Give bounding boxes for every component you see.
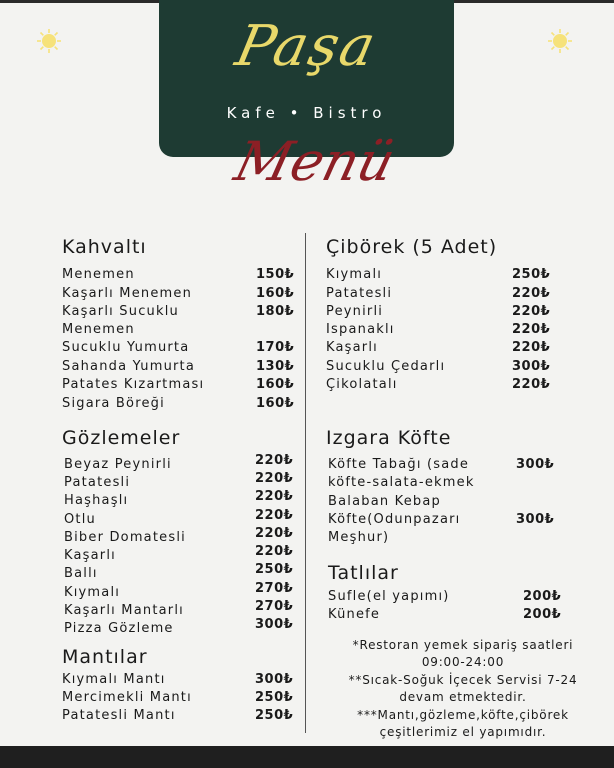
item-price: 250₺ bbox=[255, 562, 294, 577]
list-item: Sucuklu Çedarlı bbox=[326, 359, 446, 374]
list-item: Çikolatalı bbox=[326, 377, 398, 392]
section-title-gozlemeler: Gözlemeler bbox=[62, 427, 181, 449]
item-price: 170₺ bbox=[256, 340, 295, 355]
list-item: Sucuklu Yumurta bbox=[62, 340, 190, 355]
list-item: Kaşarlı Menemen bbox=[62, 286, 193, 301]
item-price: 160₺ bbox=[256, 286, 295, 301]
note-order-hours bbox=[322, 637, 604, 671]
list-item: Köfte Tabağı (sade bbox=[328, 457, 470, 472]
sun-icon-left bbox=[37, 29, 61, 53]
note-handmade bbox=[322, 707, 604, 741]
list-item: Patates Kızartması bbox=[62, 377, 205, 392]
item-price: 250₺ bbox=[255, 690, 294, 705]
list-item: köfte-salata-ekmek bbox=[328, 475, 475, 490]
item-price: 200₺ bbox=[523, 589, 562, 604]
list-item: Ballı bbox=[64, 566, 98, 581]
list-item: Patatesli bbox=[326, 286, 393, 301]
item-price: 180₺ bbox=[256, 304, 295, 319]
list-item: Kıymalı Mantı bbox=[62, 672, 166, 687]
list-item: Beyaz Peynirli bbox=[64, 457, 172, 472]
logo-text: Paşa bbox=[230, 14, 383, 79]
list-item: Ispanaklı bbox=[326, 322, 395, 337]
list-item: Kaşarlı bbox=[64, 548, 116, 563]
section-title-kofte: Izgara Köfte bbox=[326, 427, 452, 449]
list-item: Sufle(el yapımı) bbox=[328, 589, 450, 604]
item-price: 150₺ bbox=[256, 267, 295, 282]
list-item: Meşhur) bbox=[328, 530, 390, 545]
item-price: 160₺ bbox=[256, 377, 295, 392]
list-item: Sigara Böreği bbox=[62, 396, 165, 411]
item-price: 220₺ bbox=[255, 471, 294, 486]
list-item: Kaşarlı Mantarlı bbox=[64, 603, 184, 618]
item-price: 300₺ bbox=[255, 672, 294, 687]
list-item: Menemen bbox=[62, 267, 135, 282]
list-item: Mercimekli Mantı bbox=[62, 690, 192, 705]
bottom-edge bbox=[0, 746, 614, 768]
list-item: Patatesli Mantı bbox=[62, 708, 176, 723]
menu-title: Menü bbox=[228, 130, 402, 193]
note-line: *Restoran yemek sipariş saatleri bbox=[352, 638, 574, 652]
header-subtitle: Kafe • Bistro bbox=[226, 104, 387, 122]
list-item: Pizza Gözleme bbox=[64, 621, 174, 636]
note-line: devam etmektedir. bbox=[399, 690, 527, 704]
section-title-mantilar: Mantılar bbox=[62, 646, 148, 668]
item-price: 200₺ bbox=[523, 607, 562, 622]
note-drink-service bbox=[322, 672, 604, 706]
list-item: Haşhaşlı bbox=[64, 493, 129, 508]
list-item: Otlu bbox=[64, 512, 96, 527]
section-title-tatlilar: Tatlılar bbox=[328, 562, 399, 584]
item-price: 220₺ bbox=[512, 304, 551, 319]
list-item: Künefe bbox=[328, 607, 381, 622]
list-item: Köfte(Odunpazarı bbox=[328, 512, 461, 527]
sun-icon-right bbox=[548, 29, 572, 53]
section-title-kahvalti: Kahvaltı bbox=[62, 236, 147, 258]
note-line: çeşitlerimiz el yapımıdır. bbox=[379, 725, 547, 739]
item-price: 300₺ bbox=[512, 359, 551, 374]
list-item: Kıymalı bbox=[64, 585, 121, 600]
note-line: 09:00-24:00 bbox=[421, 655, 505, 669]
item-price: 250₺ bbox=[512, 267, 551, 282]
list-item: Sahanda Yumurta bbox=[62, 359, 196, 374]
item-price: 300₺ bbox=[255, 617, 294, 632]
item-price: 130₺ bbox=[256, 359, 295, 374]
list-item: Kaşarlı Sucuklu bbox=[62, 304, 179, 319]
item-price: 220₺ bbox=[255, 526, 294, 541]
list-item: Kıymalı bbox=[326, 267, 383, 282]
item-price: 220₺ bbox=[255, 489, 294, 504]
item-price: 220₺ bbox=[255, 453, 294, 468]
list-item: Biber Domatesli bbox=[64, 530, 186, 545]
section-title-ciborek: Çibörek (5 Adet) bbox=[326, 236, 498, 258]
item-price: 220₺ bbox=[512, 322, 551, 337]
item-price: 250₺ bbox=[255, 708, 294, 723]
column-divider bbox=[305, 233, 306, 733]
item-price: 220₺ bbox=[255, 508, 294, 523]
list-item: Patatesli bbox=[64, 475, 131, 490]
note-line: ***Mantı,gözleme,köfte,çibörek bbox=[357, 708, 569, 722]
list-item: Peynirli bbox=[326, 304, 384, 319]
list-item: Balaban Kebap bbox=[328, 494, 441, 509]
item-price: 270₺ bbox=[255, 599, 294, 614]
item-price: 220₺ bbox=[512, 340, 551, 355]
item-price: 220₺ bbox=[512, 377, 551, 392]
item-price: 300₺ bbox=[516, 512, 555, 527]
item-price: 220₺ bbox=[512, 286, 551, 301]
item-price: 270₺ bbox=[255, 581, 294, 596]
list-item: Menemen bbox=[62, 322, 135, 337]
note-line: **Sıcak-Soğuk İçecek Servisi 7-24 bbox=[348, 673, 578, 687]
list-item: Kaşarlı bbox=[326, 340, 378, 355]
item-price: 300₺ bbox=[516, 457, 555, 472]
item-price: 220₺ bbox=[255, 544, 294, 559]
item-price: 160₺ bbox=[256, 396, 295, 411]
